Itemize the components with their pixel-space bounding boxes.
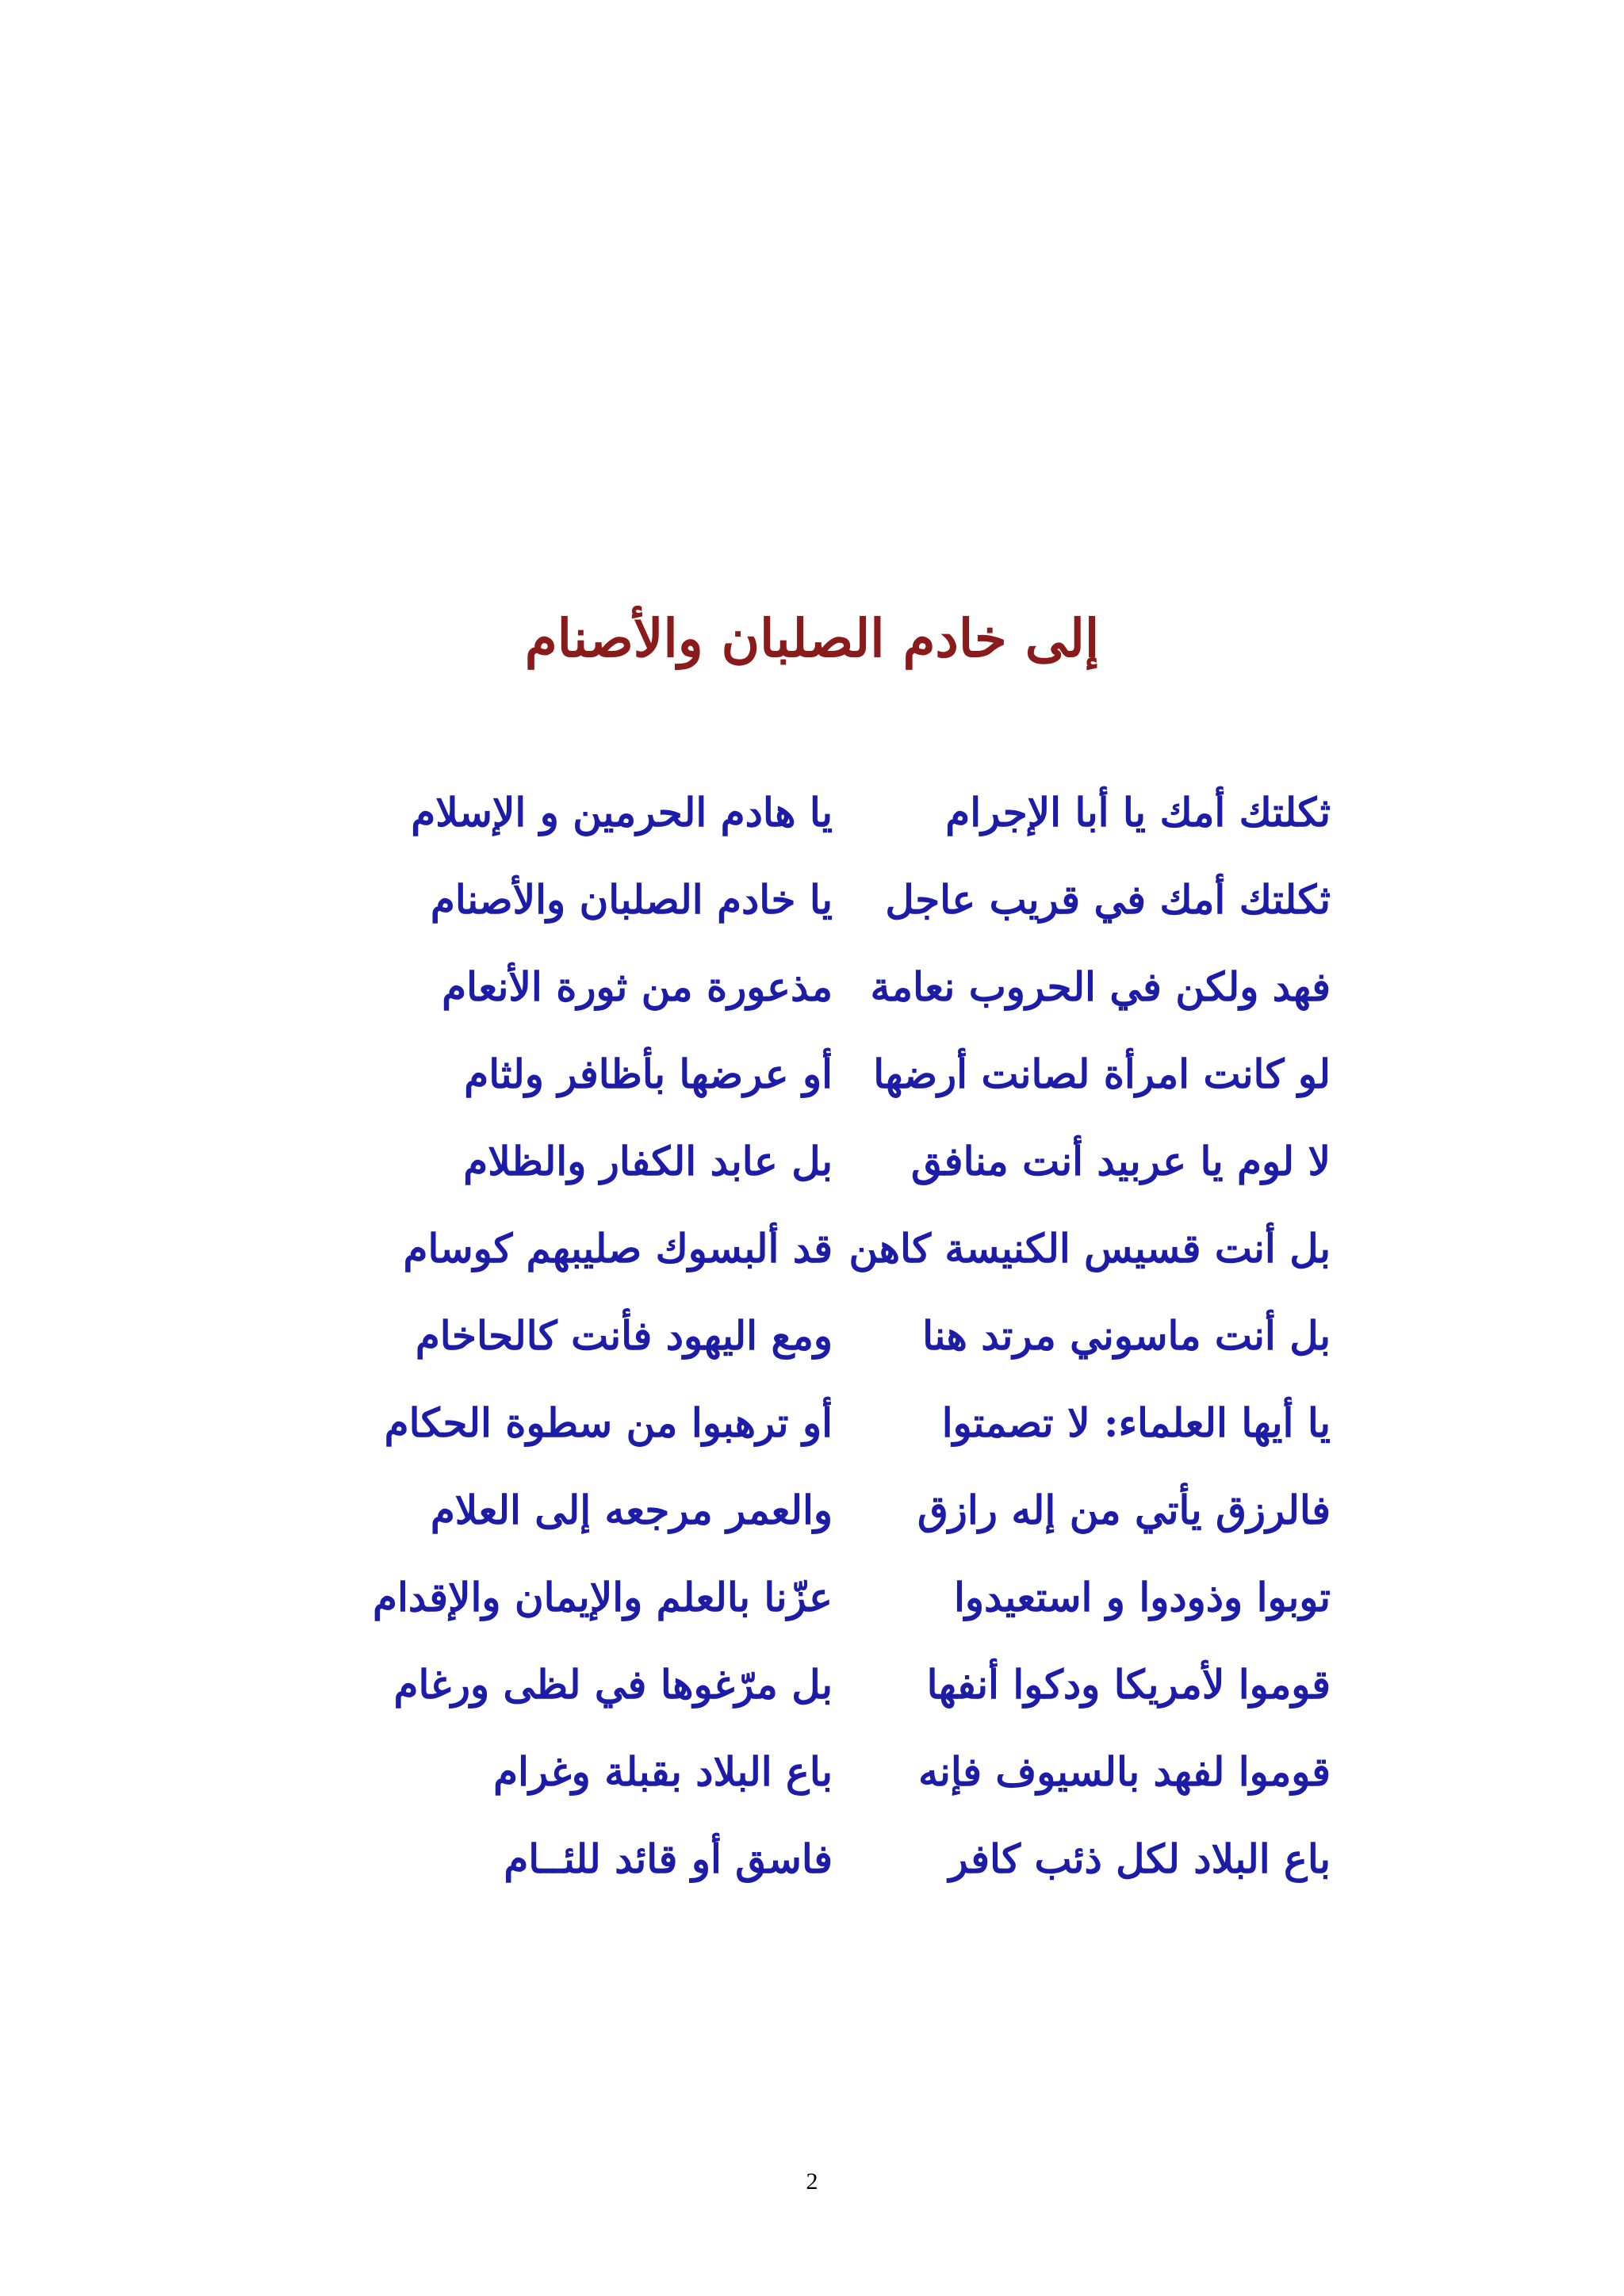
verse-second-hemistich: أو عرضها بأظافر ولثام	[464, 1050, 833, 1097]
verse-second-hemistich: باع البلاد بقبلة وغرام	[493, 1748, 833, 1795]
verse-second-hemistich: بل عابد الكفار والظلام	[463, 1138, 833, 1184]
verse	[0, 1209, 1624, 1296]
verse-second-hemistich: والعمر مرجعه إلى العلام	[430, 1487, 833, 1533]
verse-first-hemistich: فهد ولكن في الحروب نعامة	[870, 963, 1331, 1010]
page-number: 2	[806, 2168, 818, 2195]
verse	[0, 1383, 1624, 1471]
verse	[0, 947, 1624, 1035]
verse-first-hemistich: قوموا لفهد بالسيوف فإنه	[918, 1748, 1331, 1795]
verse-second-hemistich: أو ترهبوا من سطوة الحكام	[384, 1399, 833, 1446]
verse	[0, 773, 1624, 860]
verse	[0, 1035, 1624, 1122]
verse-first-hemistich: فالرزق يأتي من إله رازق	[917, 1487, 1331, 1533]
verse-first-hemistich: ثكلتك أمك يا أبا الإجرام	[945, 789, 1331, 836]
verse	[0, 860, 1624, 947]
verse-second-hemistich: يا هادم الحرمين و الإسلام	[411, 789, 833, 836]
verse-first-hemistich: توبوا وذودوا و استعيدوا	[954, 1574, 1331, 1621]
verse	[0, 1820, 1624, 1907]
verse	[0, 1296, 1624, 1383]
verse-second-hemistich: ومع اليهود فأنت كالحاخام	[415, 1312, 833, 1359]
verse-second-hemistich: عزّنا بالعلم والإيمان والإقدام	[372, 1574, 833, 1621]
verse	[0, 1471, 1624, 1558]
verse-first-hemistich: باع البلاد لكل ذئب كافر	[948, 1835, 1331, 1882]
poem-title: إلى خادم الصلبان والأصنام	[524, 607, 1100, 669]
verse-first-hemistich: يا أيها العلماء: لا تصمتوا	[941, 1399, 1331, 1446]
verse	[0, 1732, 1624, 1820]
verse	[0, 1122, 1624, 1209]
verse-second-hemistich: فاسق أو قائد للئــام	[504, 1835, 833, 1882]
verse	[0, 1645, 1624, 1732]
verse-second-hemistich: مذعورة من ثورة الأنعام	[442, 963, 833, 1010]
verse-second-hemistich: قد ألبسوك صليبهم كوسام	[403, 1225, 833, 1272]
verse-first-hemistich: ثكلتك أمك في قريب عاجل	[885, 876, 1331, 923]
verse-first-hemistich: قوموا لأمريكا ودكوا أنفها	[926, 1661, 1331, 1708]
verse-second-hemistich: يا خادم الصلبان والأصنام	[430, 876, 833, 923]
verse-first-hemistich: بل أنت قسيس الكنيسة كاهن	[848, 1225, 1331, 1272]
verse-first-hemistich: بل أنت ماسوني مرتد هنا	[922, 1312, 1331, 1359]
verse-first-hemistich: لا لوم يا عربيد أنت منافق	[910, 1138, 1331, 1184]
verse-first-hemistich: لو كانت امرأة لصانت أرضها	[873, 1050, 1331, 1097]
verse	[0, 1558, 1624, 1645]
poem-body	[0, 773, 1624, 1907]
verse-second-hemistich: بل مرّغوها في لظى ورغام	[393, 1661, 833, 1708]
